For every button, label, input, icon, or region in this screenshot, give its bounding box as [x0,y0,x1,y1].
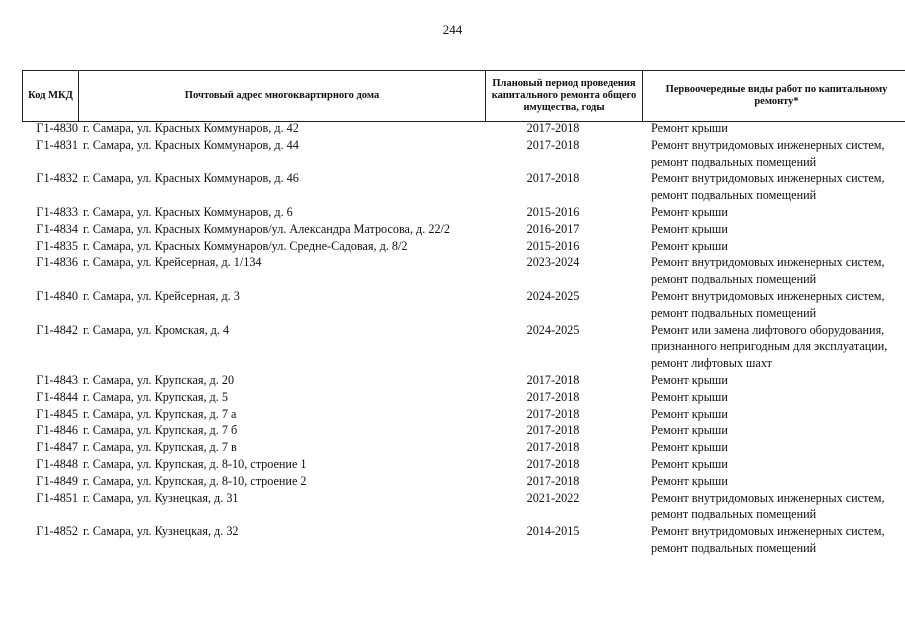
period-cell: 2015-2016 [526,238,580,253]
table-row [0,120,905,137]
header-works: Первоочередные виды работ по капитальному ремонту* [665,84,888,107]
period-cell: 2024-2025 [526,288,580,303]
address-cell: г. Самара, ул. Красных Коммунаров/ул. Средне-Садовая, д. 8/2 [83,238,408,253]
mkd-code: Г1-4840 [36,288,78,303]
period-cell: 2021-2022 [526,490,580,505]
works-cell: Ремонт внутридомовых инженерных систем, ремонт подвальных помещений [651,137,885,169]
table-body [0,120,905,557]
header-period: Плановый период проведения капитального ремонта общего имущества, годы [486,71,643,121]
address-cell: г. Самара, ул. Кромская, д. 4 [83,322,230,337]
address-cell: г. Самара, ул. Красных Коммунаров/ул. Александра Матросова, д. 22/2 [83,221,451,236]
mkd-code: Г1-4835 [36,238,78,253]
period-cell: 2017-2018 [526,423,580,438]
period-cell: 2017-2018 [526,372,580,387]
works-cell: Ремонт внутридомовых инженерных систем, ремонт подвальных помещений [651,490,885,522]
period-cell: 2017-2018 [526,171,580,186]
works-cell: Ремонт или замена лифтового оборудования, признанного непригодным для эксплуатации, ремонт лифтовых шахт [651,322,888,371]
works-cell: Ремонт крыши [651,389,728,404]
mkd-code: Г1-4852 [36,524,78,539]
address-cell: г. Самара, ул. Кузнецкая, д. 32 [83,524,239,539]
table-row [0,254,905,288]
mkd-code: Г1-4832 [36,171,78,186]
address-cell: г. Самара, ул. Кузнецкая, д. 31 [83,490,239,505]
table-row [0,238,905,255]
works-cell: Ремонт крыши [651,440,728,455]
works-cell: Ремонт крыши [651,204,728,219]
period-cell: 2016-2017 [526,221,580,236]
table-row [0,406,905,423]
address-cell: г. Самара, ул. Крупская, д. 5 [83,389,228,404]
works-cell: Ремонт крыши [651,406,728,421]
period-cell: 2017-2018 [526,456,580,471]
period-cell: 2017-2018 [526,137,580,152]
works-cell: Ремонт внутридомовых инженерных систем, ремонт подвальных помещений [651,524,885,555]
table-row [0,456,905,473]
address-cell: г. Самара, ул. Крупская, д. 7 б [83,423,238,438]
period-cell: 2017-2018 [526,406,580,421]
table-row [0,490,905,524]
works-cell: Ремонт крыши [651,121,728,135]
period-cell: 2024-2025 [526,322,580,337]
period-cell: 2015-2016 [526,204,580,219]
works-cell: Ремонт крыши [651,238,728,253]
mkd-code: Г1-4834 [36,221,78,236]
table-row [0,204,905,221]
address-cell: г. Самара, ул. Красных Коммунаров, д. 46 [83,171,299,186]
address-cell: г. Самара, ул. Крупская, д. 20 [83,372,235,387]
period-cell: 2017-2018 [526,440,580,455]
header-address: Почтовый адрес многоквартирного дома [79,71,486,121]
works-cell: Ремонт крыши [651,456,728,471]
table-row [0,322,905,372]
period-cell: 2014-2015 [526,524,580,539]
table-row [0,439,905,456]
period-cell: 2017-2018 [526,389,580,404]
mkd-code: Г1-4843 [36,372,78,387]
table-row [0,523,905,557]
mkd-code: Г1-4845 [36,406,78,421]
table-row [0,288,905,322]
table-row [0,422,905,439]
table-row [0,389,905,406]
table-row [0,221,905,238]
address-cell: г. Самара, ул. Крейсерная, д. 3 [83,288,240,303]
address-cell: г. Самара, ул. Красных Коммунаров, д. 44 [83,137,299,152]
table-row [0,473,905,490]
period-cell: 2023-2024 [526,255,580,270]
address-cell: г. Самара, ул. Крейсерная, д. 1/134 [83,255,262,270]
works-cell: Ремонт крыши [651,423,728,438]
address-cell: г. Самара, ул. Крупская, д. 8-10, строение 2 [83,473,307,488]
table-header [22,70,905,122]
address-cell: г. Самара, ул. Крупская, д. 8-10, строение 1 [83,456,307,471]
table-row [0,170,905,204]
mkd-code: Г1-4851 [36,490,78,505]
works-cell: Ремонт крыши [651,221,728,236]
address-cell: г. Самара, ул. Крупская, д. 7 в [83,440,237,455]
page-number: 244 [442,22,463,37]
mkd-code: Г1-4830 [36,121,78,135]
address-cell: г. Самара, ул. Крупская, д. 7 а [83,406,237,421]
mkd-code: Г1-4848 [36,456,78,471]
mkd-code: Г1-4847 [36,440,78,455]
address-cell: г. Самара, ул. Красных Коммунаров, д. 42 [83,121,299,135]
works-cell: Ремонт внутридомовых инженерных систем, ремонт подвальных помещений [651,288,885,320]
mkd-code: Г1-4842 [36,322,78,337]
works-cell: Ремонт крыши [651,473,728,488]
mkd-code: Г1-4849 [36,473,78,488]
period-cell: 2017-2018 [526,473,580,488]
table-row [0,372,905,389]
mkd-code: Г1-4831 [36,137,78,152]
works-cell: Ремонт внутридомовых инженерных систем, ремонт подвальных помещений [651,255,885,287]
mkd-code: Г1-4833 [36,204,78,219]
table-row [0,137,905,171]
works-cell: Ремонт крыши [651,372,728,387]
mkd-code: Г1-4846 [36,423,78,438]
period-cell: 2017-2018 [526,121,580,135]
address-cell: г. Самара, ул. Красных Коммунаров, д. 6 [83,204,293,219]
mkd-code: Г1-4844 [36,389,78,404]
header-code: Код МКД [22,71,79,121]
works-cell: Ремонт внутридомовых инженерных систем, ремонт подвальных помещений [651,171,885,203]
mkd-code: Г1-4836 [36,255,78,270]
